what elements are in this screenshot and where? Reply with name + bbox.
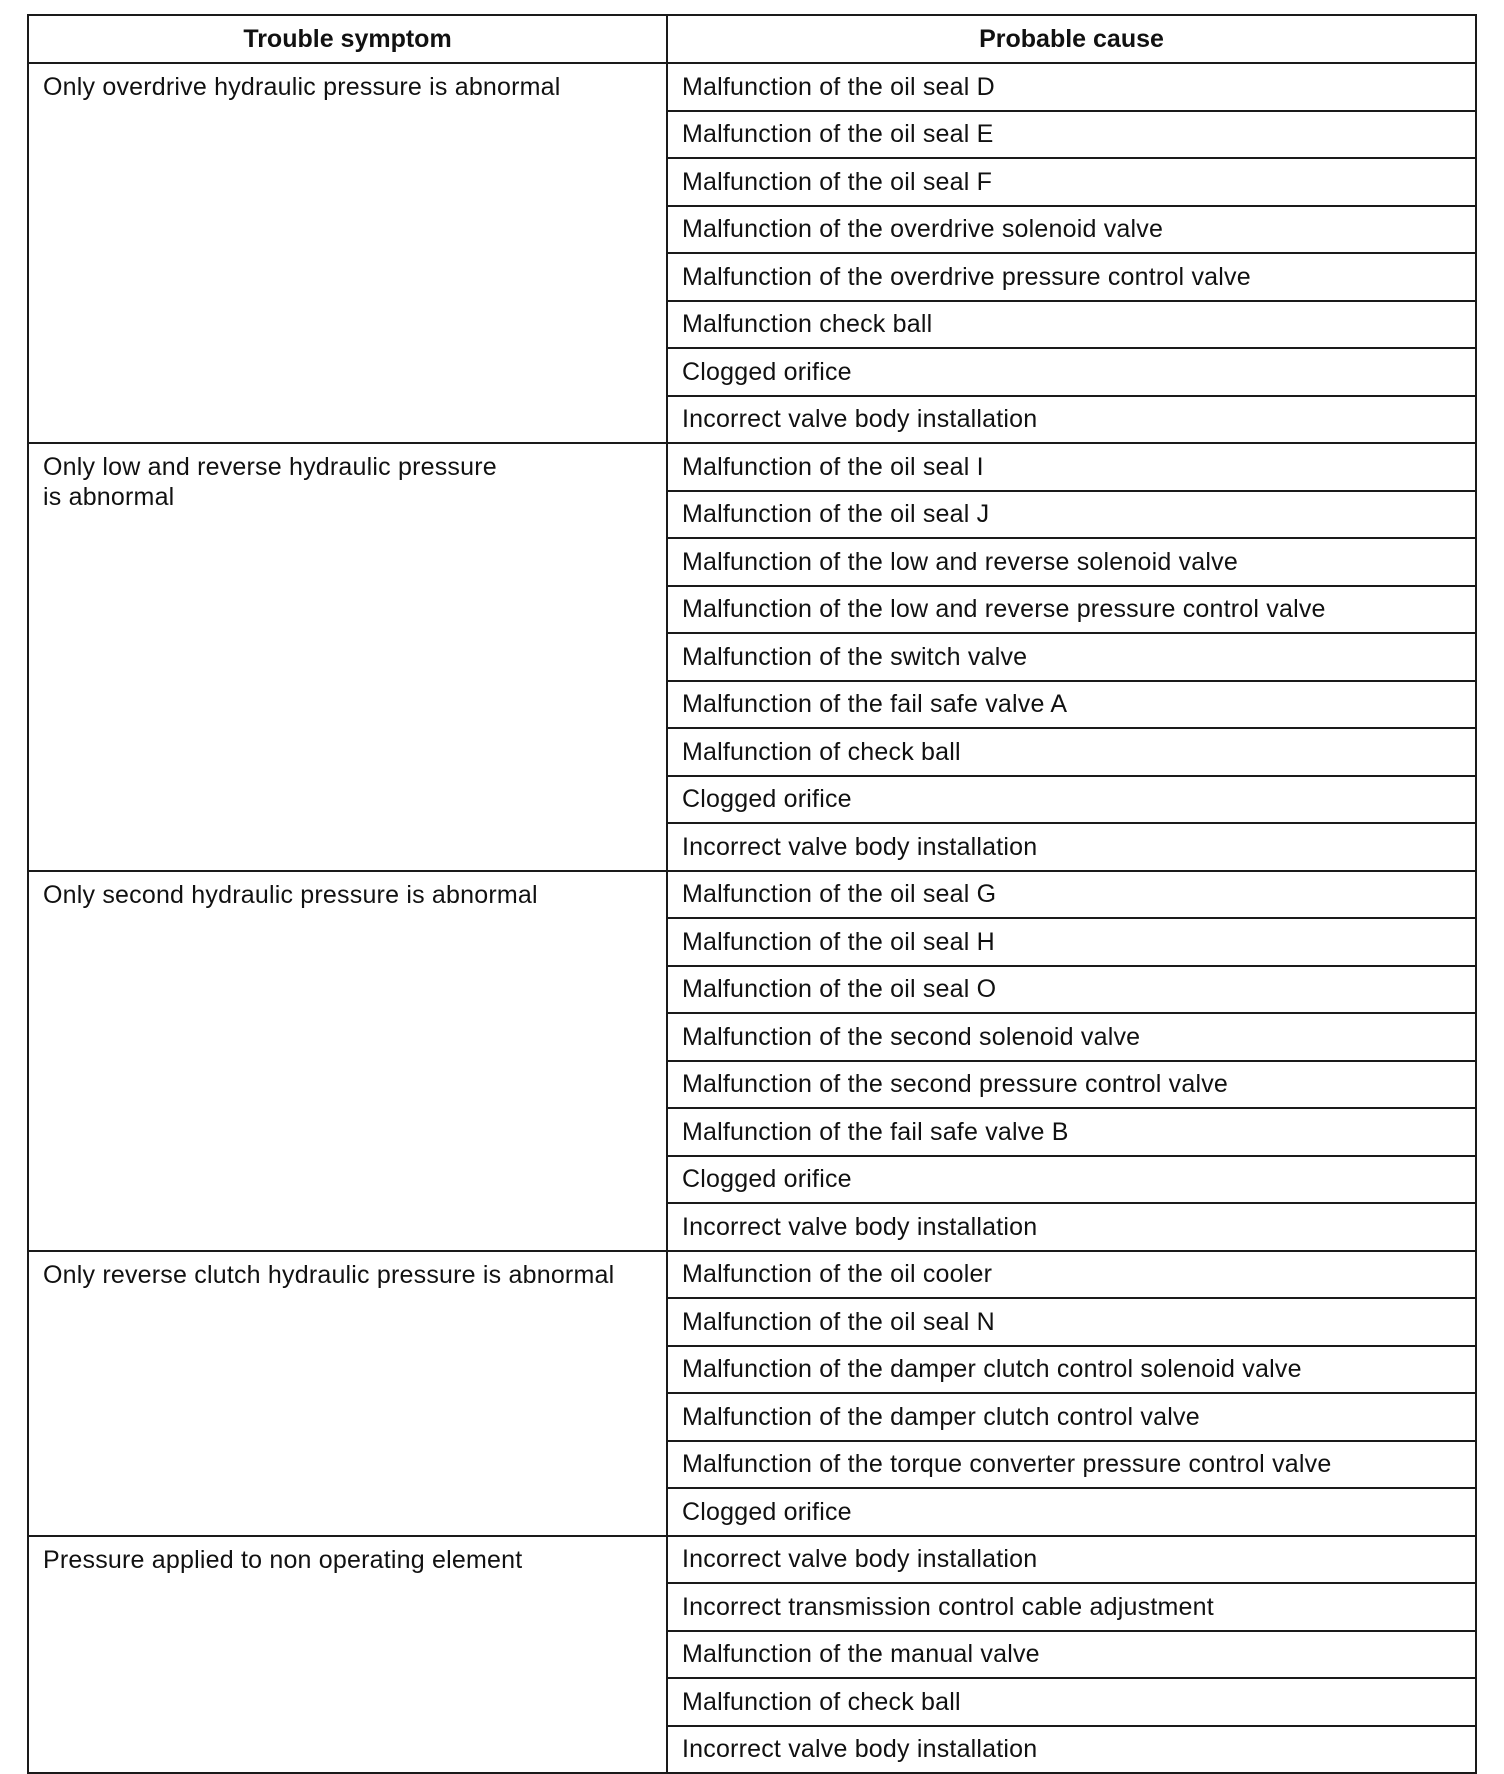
- table-row: [28, 443, 1476, 491]
- trouble-symptom-cell: Only reverse clutch hydraulic pressure is abnormal: [28, 1251, 667, 1536]
- probable-cause-cell: Malfunction of the oil seal F: [667, 158, 1476, 206]
- probable-cause-cell: Malfunction check ball: [667, 301, 1476, 349]
- table-row: [28, 871, 1476, 919]
- trouble-symptom-cell: Only low and reverse hydraulic pressure is abnormal: [28, 443, 667, 871]
- probable-cause-cell: Malfunction of the manual valve: [667, 1631, 1476, 1679]
- probable-cause-cell: Malfunction of the low and reverse pressure control valve: [667, 586, 1476, 634]
- probable-cause-cell: Malfunction of check ball: [667, 1678, 1476, 1726]
- trouble-symptom-cell: Only overdrive hydraulic pressure is abnormal: [28, 63, 667, 443]
- probable-cause-cell: Malfunction of the oil seal D: [667, 63, 1476, 111]
- probable-cause-cell: Incorrect valve body installation: [667, 396, 1476, 444]
- probable-cause-cell: Clogged orifice: [667, 776, 1476, 824]
- probable-cause-cell: Malfunction of the overdrive solenoid valve: [667, 206, 1476, 254]
- probable-cause-cell: Malfunction of the fail safe valve B: [667, 1108, 1476, 1156]
- probable-cause-cell: Incorrect valve body installation: [667, 823, 1476, 871]
- probable-cause-cell: Malfunction of the oil seal E: [667, 111, 1476, 159]
- probable-cause-cell: Malfunction of the oil seal I: [667, 443, 1476, 491]
- probable-cause-cell: Incorrect valve body installation: [667, 1726, 1476, 1774]
- probable-cause-cell: Clogged orifice: [667, 1156, 1476, 1204]
- probable-cause-cell: Malfunction of the oil seal J: [667, 491, 1476, 539]
- troubleshooting-table-container: [27, 14, 1475, 1774]
- table-row: [28, 63, 1476, 111]
- probable-cause-cell: Incorrect valve body installation: [667, 1203, 1476, 1251]
- troubleshooting-table: [27, 14, 1477, 1774]
- probable-cause-cell: Malfunction of the oil seal H: [667, 918, 1476, 966]
- probable-cause-cell: Malfunction of the second pressure control valve: [667, 1061, 1476, 1109]
- header-trouble-symptom: Trouble symptom: [28, 15, 667, 63]
- header-probable-cause: Probable cause: [667, 15, 1476, 63]
- probable-cause-cell: Malfunction of the oil seal N: [667, 1298, 1476, 1346]
- probable-cause-cell: Malfunction of the damper clutch control valve: [667, 1393, 1476, 1441]
- probable-cause-cell: Incorrect valve body installation: [667, 1536, 1476, 1584]
- trouble-symptom-cell: Pressure applied to non operating element: [28, 1536, 667, 1774]
- probable-cause-cell: Malfunction of the oil seal G: [667, 871, 1476, 919]
- probable-cause-cell: Malfunction of the fail safe valve A: [667, 681, 1476, 729]
- probable-cause-cell: Incorrect transmission control cable adjustment: [667, 1583, 1476, 1631]
- probable-cause-cell: Malfunction of the second solenoid valve: [667, 1013, 1476, 1061]
- header-row: [28, 15, 1476, 63]
- probable-cause-cell: Malfunction of the damper clutch control solenoid valve: [667, 1346, 1476, 1394]
- probable-cause-cell: Malfunction of check ball: [667, 728, 1476, 776]
- table-row: [28, 1251, 1476, 1299]
- probable-cause-cell: Malfunction of the oil cooler: [667, 1251, 1476, 1299]
- probable-cause-cell: Malfunction of the switch valve: [667, 633, 1476, 681]
- probable-cause-cell: Clogged orifice: [667, 348, 1476, 396]
- probable-cause-cell: Malfunction of the overdrive pressure control valve: [667, 253, 1476, 301]
- probable-cause-cell: Clogged orifice: [667, 1488, 1476, 1536]
- probable-cause-cell: Malfunction of the oil seal O: [667, 966, 1476, 1014]
- trouble-symptom-cell: Only second hydraulic pressure is abnormal: [28, 871, 667, 1251]
- table-body: [28, 63, 1476, 1773]
- probable-cause-cell: Malfunction of the torque converter pressure control valve: [667, 1441, 1476, 1489]
- probable-cause-cell: Malfunction of the low and reverse solenoid valve: [667, 538, 1476, 586]
- table-row: [28, 1536, 1476, 1584]
